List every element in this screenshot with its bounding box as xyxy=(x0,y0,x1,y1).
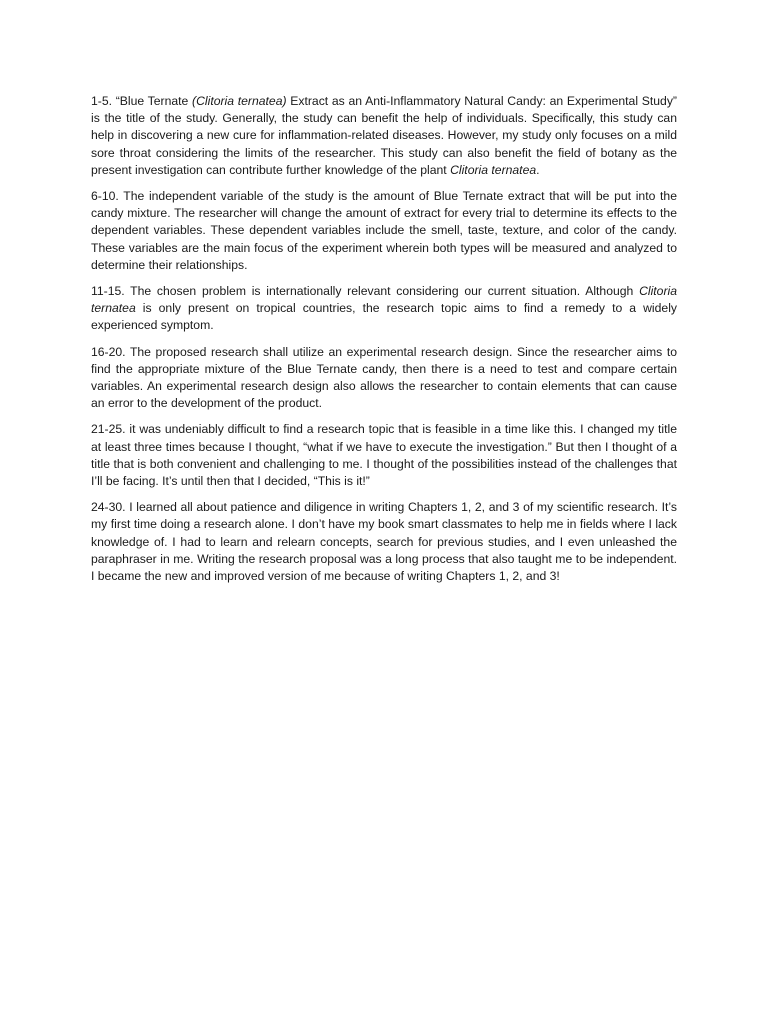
paragraph-16-20 xyxy=(91,344,677,413)
paragraph-21-25 xyxy=(91,421,677,490)
paragraph-6-10 xyxy=(91,188,677,274)
text-run: 21-25. it was undeniably difficult to find a research topic that is feasible in a time like this. I changed my title at least three times because I thought, “what if we have to execute the investigation.” But then I thought of a title that is both convenient and challenging to me. I thought of the possibilities instead of the challenges that I’ll be facing. It’s until then that I decided, “This is it!” xyxy=(91,422,677,489)
paragraph-1-5 xyxy=(91,93,677,179)
paragraph-24-30 xyxy=(91,499,677,585)
paragraph-11-15 xyxy=(91,283,677,335)
text-run: is only present on tropical countries, the research topic aims to find a remedy to a widely experienced symptom. xyxy=(91,301,677,333)
text-run: 16-20. The proposed research shall utilize an experimental research design. Since the researcher aims to find the appropriate mixture of the Blue Ternate candy, then there is a need to test and compare certain variables. An experimental research design also allows the researcher to contain elements that can cause an error to the development of the product. xyxy=(91,344,677,411)
italic-text-run: Clitoria ternatea xyxy=(450,162,537,177)
italic-text-run: (Clitoria ternatea) xyxy=(192,94,287,108)
document-body xyxy=(91,93,677,594)
text-run: Extract as an Anti-Inflammatory Natural Candy: an Experimental Study” is the title of the study. Generally, the study can benefit the help of individuals. Specifically, this study can help in discovering a new cure for inflammation-related diseases. However, my study only focuses on a mild sore throat considering the limits of the researcher. This study can also benefit the field of botany as the present investigation can contribute further knowledge of the plant xyxy=(91,94,677,177)
text-run: 11-15. The chosen problem is internationally relevant considering our current situation. Although xyxy=(91,284,640,299)
italic-text-run: Clitoria ternatea xyxy=(91,284,677,316)
text-run: 24-30. I learned all about patience and diligence in writing Chapters 1, 2, and 3 of my scientific research. It’s my first time doing a research alone. I don’t have my book smart classmates to help me in fields where I lack knowledge of. I had to learn and relearn concepts, search for previous studies, and I even unleashed the paraphraser in me. Writing the research proposal was a long process that also taught me to be independent. I became the new and improved version of me because of writing Chapters 1, 2, and 3! xyxy=(91,500,677,584)
text-run: . xyxy=(536,162,540,177)
text-run: 1-5. “Blue Ternate xyxy=(91,94,193,108)
text-run: 6-10. The independent variable of the study is the amount of Blue Ternate extract that will be put into the candy mixture. The researcher will change the amount of extract for every trial to determine its effects to the dependent variables. These dependent variables include the smell, taste, texture, and color of the candy. These variables are the main focus of the experiment wherein both types will be measured and analyzed to determine their relationships. xyxy=(91,189,677,272)
